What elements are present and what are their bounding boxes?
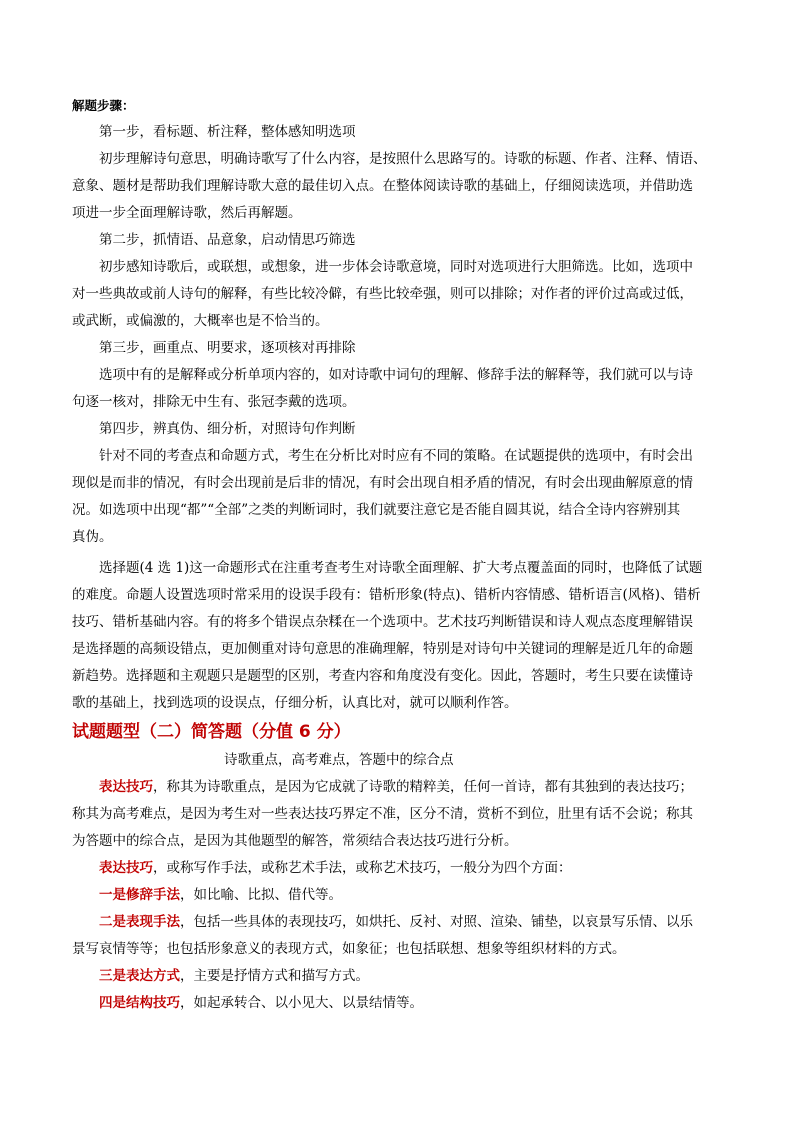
category-expression xyxy=(72,909,722,963)
technique-line: 称其为高考难点，是因为考生对一些表达技巧界定不准，区分不清，赏析不到位，肚里有话不会说；称其 xyxy=(72,806,693,822)
step4-line: 现似是而非的情况，有时会出现前是后非的情况，有时会出现自相矛盾的情况，有时会出现曲解原意的情 xyxy=(72,475,693,491)
category-expression-mode xyxy=(72,963,722,990)
intro-text: ，或称写作手法，或称艺术手法，或称艺术技巧，一般分为四个方面： xyxy=(153,860,572,876)
category-text: ，如起承转合、以小见大、以景结情等。 xyxy=(180,995,423,1011)
technique-line xyxy=(72,774,722,801)
steps-label: 解题步骤： xyxy=(72,98,135,113)
summary-line: 技巧、错析基础内容。有的将多个错误点杂糅在一个选项中。艺术技巧判断错误和诗人观点态度理解错误 xyxy=(72,614,693,630)
step1-line: 意象、题材是帮助我们理解诗歌大意的最佳切入点。在整体阅读诗歌的基础上，仔细阅读选项，并借助选 xyxy=(72,178,693,194)
category-label: 三是表达方式 xyxy=(99,968,180,984)
step4-line: 况。如选项中出现“都”“全部”之类的判断词时，我们就要注意它是否能自圆其说，结合全诗内容辨别其 xyxy=(72,502,681,518)
category-label: 二是表现手法 xyxy=(99,914,180,930)
step3-line: 选项中有的是解释或分析单项内容的，如对诗歌中词句的理解、修辞手法的解释等，我们就可以与诗 xyxy=(99,367,693,383)
category-structure xyxy=(72,990,722,1017)
section-title: 试题题型（二）简答题（分值 6 分） xyxy=(72,722,351,742)
category-rhetoric xyxy=(72,882,722,909)
category-label: 四是结构技巧 xyxy=(99,995,180,1011)
technique-paragraph xyxy=(72,774,722,855)
step3-line: 句逐一核对，排除无中生有、张冠李戴的选项。 xyxy=(72,394,356,410)
technique-line: 为答题中的综合点，是因为其他题型的解答，常须结合表达技巧进行分析。 xyxy=(72,833,518,849)
highlight-term: 表达技巧 xyxy=(99,860,153,876)
summary-line: 的难度。命题人设置选项时常采用的设误手段有：错析形象(特点)、错析内容情感、错析语言(风格)、错析 xyxy=(72,587,701,603)
summary-line: 新趋势。选择题和主观题只是题型的区别，考查内容和角度没有变化。因此，答题时，考生只要在读懂诗 xyxy=(72,668,693,684)
summary-paragraph xyxy=(72,555,722,717)
category-text: ，包括一些具体的表现技巧，如烘托、反衬、对照、渲染、铺垫，以哀景写乐情、以乐 xyxy=(180,914,693,930)
category-label: 一是修辞手法 xyxy=(99,887,180,903)
step4-line: 真伪。 xyxy=(72,529,113,545)
section-subtitle: 诗歌重点，高考难点，答题中的综合点 xyxy=(224,752,454,768)
step1-line: 项进一步全面理解诗歌，然后再解题。 xyxy=(72,205,302,221)
step2-title: 第二步，抓情语、品意象，启动情思巧筛选 xyxy=(99,232,356,248)
step1-title: 第一步，看标题、析注释，整体感知明选项 xyxy=(99,124,356,140)
category-line: 景写哀情等等；也包括形象意义的表现方式，如象征；也包括联想、想象等组织材料的方式。 xyxy=(72,941,626,957)
step1-body xyxy=(72,146,722,227)
document-page xyxy=(72,92,722,1017)
step2-line: 或武断，或偏激的，大概率也是不恰当的。 xyxy=(72,313,329,329)
step3-title: 第三步，画重点、明要求，逐项核对再排除 xyxy=(99,340,356,356)
step4-title: 第四步，辨真伪、细分析，对照诗句作判断 xyxy=(99,421,356,437)
category-text: ，主要是抒情方式和描写方式。 xyxy=(180,968,369,984)
technique-text: ，称其为诗歌重点，是因为它成就了诗歌的精粹美，任何一首诗，都有其独到的表达技巧； xyxy=(153,779,693,795)
summary-line: 歌的基础上，找到选项的设误点，仔细分析，认真比对，就可以顺利作答。 xyxy=(72,695,518,711)
step2-line: 对一些典故或前人诗句的解释，有些比较冷僻，有些比较牵强，则可以排除；对作者的评价过高或过低， xyxy=(72,286,693,302)
step4-body xyxy=(72,443,722,551)
technique-categories-intro xyxy=(72,855,722,882)
summary-line: 是选择题的高频设错点，更加侧重对诗句意思的准确理解，特别是对诗句中关键词的理解是近几年的命题 xyxy=(72,641,693,657)
category-text: ，如比喻、比拟、借代等。 xyxy=(180,887,342,903)
step3-body xyxy=(72,362,722,416)
highlight-term: 表达技巧 xyxy=(99,779,153,795)
summary-line: 选择题(4 选 1)这一命题形式在注重考查考生对诗歌全面理解、扩大考点覆盖面的同时，也降低了试题 xyxy=(99,560,703,576)
step2-line: 初步感知诗歌后，或联想，或想象，进一步体会诗歌意境，同时对选项进行大胆筛选。比如，选项中 xyxy=(99,259,693,275)
step4-line: 针对不同的考查点和命题方式，考生在分析比对时应有不同的策略。在试题提供的选项中，有时会出 xyxy=(99,448,693,464)
step1-line: 初步理解诗句意思，明确诗歌写了什么内容，是按照什么思路写的。诗歌的标题、作者、注释、情语、 xyxy=(99,151,707,167)
category-line xyxy=(72,909,722,936)
step2-body xyxy=(72,254,722,335)
